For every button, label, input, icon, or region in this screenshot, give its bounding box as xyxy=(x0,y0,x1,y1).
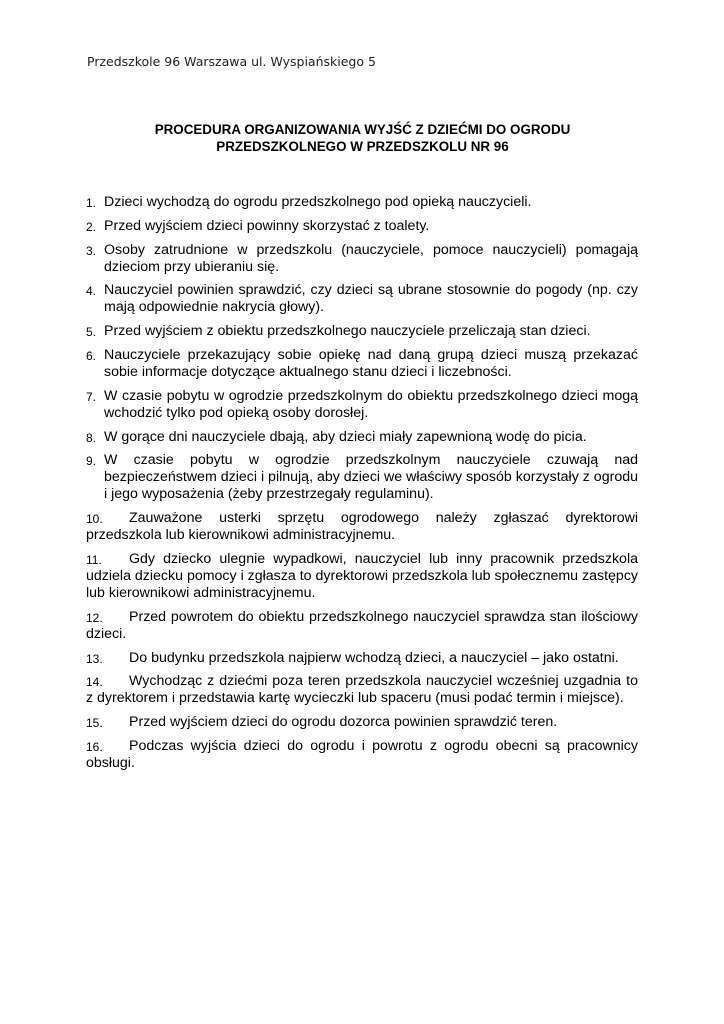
item-text: Przed powrotem do obiektu przedszkolnego nauczyciel sprawdza stan ilościowy dzieci. xyxy=(86,608,638,642)
item-number: 1. xyxy=(86,196,97,210)
item-text: Nauczyciel powinien sprawdzić, czy dzieci są ubrane stosownie do pogody (np. czy mają odpowiednie nakrycia głowy). xyxy=(104,282,638,316)
item-text: Gdy dziecko ulegnie wypadkowi, nauczyciel lub inny pracownik przedszkola udziela dziecku pomocy i zgłasza to dyrektorowi przedszkola lub społecznemu zastępcy lub kierownikowi administracyjnemu. xyxy=(86,550,639,601)
item-number: 12. xyxy=(86,610,103,625)
list-item xyxy=(86,218,638,235)
item-text: Wychodząc z dziećmi poza teren przedszkola nauczyciel wcześniej uzgadnia to z dyrektorem i przedstawia kartę wycieczki lub spaceru (musi podać termin i miejsce). xyxy=(86,673,638,707)
item-number: 2. xyxy=(86,219,97,234)
list-item xyxy=(86,673,638,707)
item-text: Dzieci wychodzą do ogrodu przedszkolnego pod opieką nauczycieli. xyxy=(104,194,532,210)
item-number: 7. xyxy=(86,389,97,404)
item-number: 9. xyxy=(86,454,97,469)
list-item xyxy=(86,347,638,381)
list-item xyxy=(86,551,638,602)
item-number: 3. xyxy=(86,243,97,258)
list-item xyxy=(86,282,638,316)
list-item xyxy=(86,738,638,772)
list-item xyxy=(86,510,638,544)
list-item xyxy=(86,242,638,276)
list-item xyxy=(86,194,638,211)
item-number: 15. xyxy=(86,716,103,731)
item-number: 4. xyxy=(86,284,97,299)
item-number: 8. xyxy=(86,430,97,445)
list-item xyxy=(86,388,638,422)
item-number: 14. xyxy=(86,675,103,690)
title-line-1: PROCEDURA ORGANIZOWANIA WYJŚĆ Z DZIEĆMI DO OGRODU xyxy=(154,122,571,137)
item-text: Osoby zatrudnione w przedszkolu (nauczyciele, pomoce nauczycieli) pomagają dzieciom przy ubieraniu się. xyxy=(104,241,638,275)
item-text: Nauczyciele przekazujący sobie opiekę nad daną grupą dzieci muszą przekazać sobie informacje dotyczące aktualnego stanu dzieci i liczebności. xyxy=(104,346,638,380)
item-text: Do budynku przedszkola najpierw wchodzą dzieci, a nauczyciel – jako ostatni. xyxy=(129,649,619,666)
list-item xyxy=(86,609,638,643)
item-text: Przed wyjściem dzieci powinny skorzystać z toalety. xyxy=(104,217,430,234)
item-number: 16. xyxy=(86,739,103,754)
title-line-2: PRZEDSZKOLNEGO W PRZEDSZKOLU NR 96 xyxy=(216,139,509,154)
item-number: 6. xyxy=(86,348,97,363)
item-text: W czasie pobytu w ogrodzie przedszkolnym nauczyciele czuwają nad bezpieczeństwem dzieci i pilnują, aby dzieci we właściwy sposób korzystały z ogrodu i jego wyposażenia (żeby przestrzegały regulaminu). xyxy=(104,452,638,503)
item-text: W czasie pobytu w ogrodzie przedszkolnym do obiektu przedszkolnego dzieci mogą wchodzić tylko pod opieką osoby dorosłej. xyxy=(104,387,638,421)
list-item xyxy=(86,429,638,446)
page-header: Przedszkole 96 Warszawa ul. Wyspiańskiego 5 xyxy=(87,54,376,69)
procedure-list xyxy=(86,194,638,779)
document-title xyxy=(80,121,645,155)
item-text: Podczas wyjścia dzieci do ogrodu i powrotu z ogrodu obecni są pracownicy obsługi. xyxy=(86,737,638,771)
item-text: W gorące dni nauczyciele dbają, aby dzieci miały zapewnioną wodę do picia. xyxy=(104,428,587,445)
list-item xyxy=(86,650,638,667)
list-item xyxy=(86,452,638,503)
list-item xyxy=(86,323,638,340)
item-text: Zauważone usterki sprzętu ogrodowego należy zgłaszać dyrektorowi przedszkola lub kierownikowi administracyjnemu. xyxy=(86,510,638,544)
item-number: 5. xyxy=(86,325,97,340)
item-number: 13. xyxy=(86,651,103,666)
item-number: 11. xyxy=(86,552,102,567)
list-item xyxy=(86,714,638,731)
item-text: Przed wyjściem z obiektu przedszkolnego nauczyciele przeliczają stan dzieci. xyxy=(104,323,591,340)
item-number: 10. xyxy=(86,512,103,527)
item-text: Przed wyjściem dzieci do ogrodu dozorca powinien sprawdzić teren. xyxy=(129,714,558,731)
